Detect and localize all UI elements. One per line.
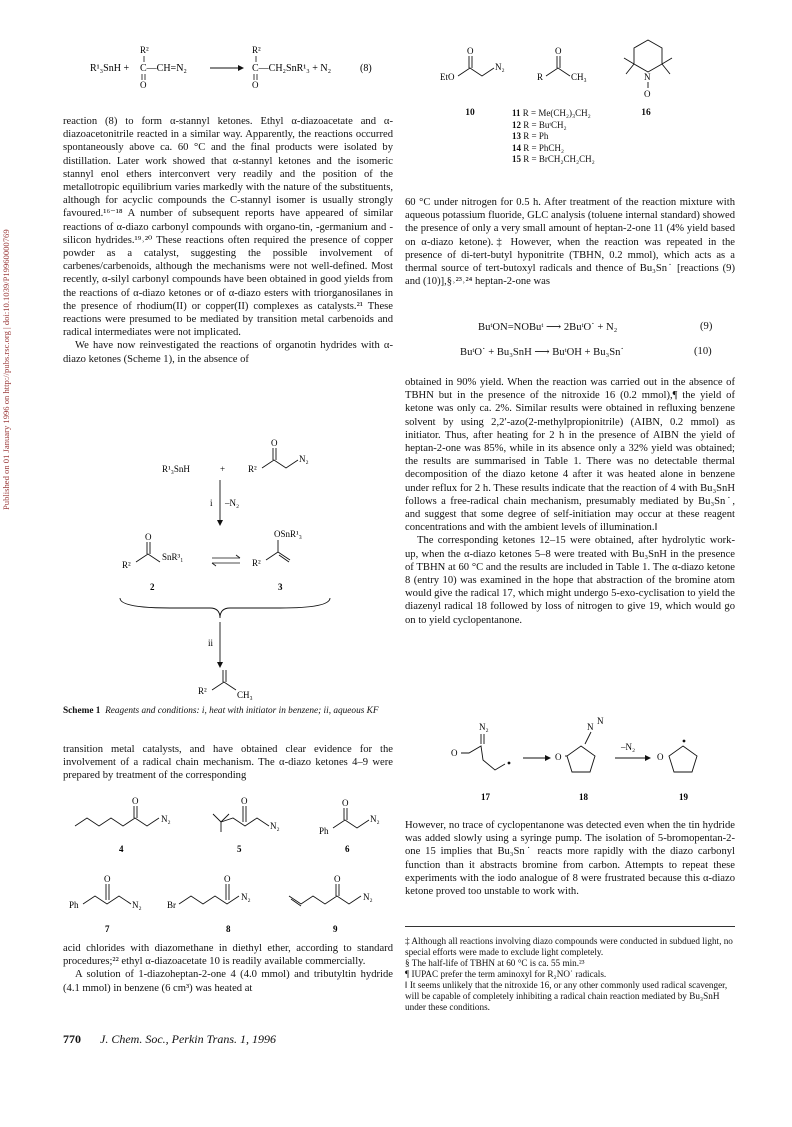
eq8-diazo: C—CH=N₂ [140,63,187,74]
k5-num: 5 [237,844,242,854]
scheme-step-ii: ii [208,638,214,648]
scheme-r1snh: R¹₃SnH [162,464,190,474]
k4-n2: N₂ [161,814,171,824]
scheme-r2-a: R² [248,464,257,474]
paragraph: We have now reinvestigated the reactions of organotin hydrides with α-diazo ketones (Scheme 1), in the absence of [63,340,393,365]
journal-citation: J. Chem. Soc., Perkin Trans. 1, 1996 [100,1032,276,1046]
paragraph: reaction (8) to form α-stannyl ketones. Ethyl α-diazoacetate and α-diazoacetonitrile reacted in a similar way. Apparently, the reactions occurred spontaneously above ca. 60 °C and the final products were isolated by distillation. Later work showed that α-stannyl ketones and the isomeric stannyl enol ethers interconvert very readily and the position of the metallotropic equilibrium varies markedly with the nature of the substituents, although for acyclic compounds the C-stannyl isomer is usually strongly favoured.¹⁶⁻¹⁸ A number of subsequent reports have appeared of similar reactions of α-diazo carbonyl compounds with organo-tin, -germanium and -silicon hydrides.¹⁹˒²⁰ These reactions often required the presence of copper powder as a catalyst, suggesting the possible involvement of carbenes/carbenoids, although the mechanisms were not well-defined. Most recently, α-silyl carbonyl compounds have been obtained in good yields from the reactions of α-diazo ketones or of α-diazo esters with triorganosilanes in the presence of rhodium(II) or copper(II) complexes as catalysts.²¹ These reactions were presumed to be mediated by transition metal carbenoids and radical intermediates were not implicated. [63,116,393,339]
left-column-mid [63,743,393,783]
scheme-num2: 2 [150,582,155,592]
r-group-text: R = BuᵗCH₂ [521,119,567,130]
k7-ph: Ph [69,900,79,910]
paragraph: obtained in 90% yield. When the reaction was carried out in the absence of TBHN but in the presence of the nitroxide 16 (0.2 mmol),¶ the yield of ketone was only ca. 2%. Similar results were obtained in refluxing benzene solvent by using 2,2′-azo(2-methylpropionitrile) (AIBN, 0.2 mmol) as initiator. Thus, after heating for 2 h in the presence of AIBN the yield of heptan-2-one was 85%, while in its absence only a 32% yield was obtained; the results are summarised in Table 1. There was no detectable thermal decomposition of the diazo ketone 4 after it was heated alone in benzene under reflux for 2 h. These results indicate that the reaction of 4 with Bu₃SnH follows a free-radical chain mechanism, presumably mediated by Bu₃Sn˙, and suggest that some degree of self-initiation may occur at these reagent concentrations and with the ambient levels of illumination.‖ [405,377,735,534]
right-column-bottom [405,819,735,898]
scheme-step-i: i [210,498,213,508]
k5-n2: N₂ [270,821,280,831]
footnotes [405,936,735,1013]
k9-num: 9 [333,924,338,934]
paragraph: acid chlorides with diazomethane in diethyl ether, according to standard procedures;²² ethyl α-diazoacetate 10 is readily available commercially. [63,943,393,968]
c18-n-b: N [597,716,604,726]
r-group-number: 12 [512,119,521,130]
k8-br: Br [167,900,176,910]
k7-o: O [104,874,111,884]
page-footer [63,1032,276,1047]
r-group-list [512,108,595,166]
eq8-r2-a: R² [140,45,149,55]
r-group-number: 14 [512,142,521,153]
equation-10: BuᵗO˙ + Bu₃SnH ⟶ BuᵗOH + Bu₃Sn˙ [460,347,624,358]
scheme-caption-label: Scheme 1 [63,706,101,716]
c17-num: 17 [481,792,490,802]
c18-n: N [587,722,594,732]
k4-o: O [132,796,139,806]
r-group-item [512,108,595,120]
r-group-number: 11 [512,108,521,118]
eq8-o-b: O [252,80,259,90]
scheme-ch3: CH₃ [237,690,253,700]
paragraph: transition metal catalysts, and have obtained clear evidence for the involvement of a radical chain mechanism. The α-diazo ketones 4–9 were prepared by treatment of the corresponding [63,744,393,782]
scheme-r2-b: R² [122,560,131,570]
scheme-r2-d: R² [198,686,207,696]
r-group-number: 15 [512,154,521,164]
scheme-n2: N₂ [299,454,309,464]
c18-o: O [555,752,562,762]
paragraph: The corresponding ketones 12–15 were obtained, after hydrolytic work-up, when the α-diazo ketones 5–8 were treated with Bu₃SnH in the presence of TBHN at 60 °C and the results are included in Table 1. The α-diazo ketone 8 (entry 10) was examined in the hope that abstraction of the bromine atom would give the radical 17, which might undergo 5-exo-cyclisation to yield the diazenyl radical 18 followed by loss of nitrogen to give 19, which would go on to yield cyclopentanone. [405,535,735,626]
footnote: § The half-life of TBHN at 60 °C is ca. 55 min.²³ [405,958,585,968]
c18-num: 18 [579,792,588,802]
k9-n2: N₂ [363,892,373,902]
k8-o: O [224,874,231,884]
page-number: 770 [63,1032,81,1046]
r-group-item [512,131,595,143]
cyclisation-scheme [405,716,735,812]
r-group-item [512,120,595,132]
eq8-left: R¹₃SnH + [90,63,130,74]
compound-number-10: 10 [465,108,475,118]
eq8-product: C—CH₂SnR¹₃ + N₂ [252,63,332,74]
scheme-osnr3: OSnR¹₃ [274,529,302,539]
published-line: Published on 01 January 1996 on http://pubs.rsc.org | doi:10.1039/P19960000769 [1,229,11,510]
left-column-top [63,115,393,366]
r-group-text: R = Ph [521,131,549,141]
n2-10: N₂ [495,62,505,72]
r-group-item [512,154,595,166]
scheme-o-b: O [145,532,152,542]
equation-8-scheme [60,40,400,90]
scheme-plus: + [220,464,226,474]
r-group-text: R = PhCH₂ [521,142,564,153]
c17-n2: N₂ [479,722,489,732]
footnote: ¶ IUPAC prefer the term aminoxyl for R₂NO˙ radicals. [405,969,607,979]
eto-label: EtO [440,72,455,82]
k7-num: 7 [105,924,110,934]
scheme-num3: 3 [278,582,283,592]
c17-o: O [451,748,458,758]
eq8-r2-b: R² [252,45,261,55]
k5-o: O [241,796,248,806]
k6-n2: N₂ [370,814,380,824]
left-column-bottom [63,942,393,995]
equation-10-number: (10) [694,346,712,357]
k4-num: 4 [119,844,124,854]
diazo-ketones-4-9 [63,796,393,940]
r-group-text: R = BrCH₂CH₂CH₂ [521,154,595,164]
o-11: O [555,46,562,56]
download-notice [0,229,12,510]
scheme-caption-text: Reagents and conditions: i, heat with initiator in benzene; ii, aqueous KF [105,706,379,716]
c19-num: 19 [679,792,688,802]
compound-number-16: 16 [641,108,651,118]
structures-10-16 [440,30,740,110]
footnote: ‡ Although all reactions involving diazo compounds were conducted in subdued light, no special efforts were made to exclude light completely. [405,936,733,957]
r-group-item [512,143,595,155]
scheme-o-a: O [271,438,278,448]
k6-o: O [342,798,349,808]
r-group-text: R = Me(CH₂)₃CH₂ [520,108,591,118]
k7-n2: N₂ [132,900,142,910]
k6-num: 6 [345,844,350,854]
k6-ph: Ph [319,826,329,836]
r-group-number: 13 [512,131,521,141]
r-label: R [537,72,544,82]
n-16: N [644,72,651,82]
scheme-minus-n2: –N₂ [225,498,240,508]
right-column-mid [405,376,735,627]
eq8-number: (8) [360,63,372,74]
footnote: ‖ It seems unlikely that the nitroxide 16, or any other commonly used radical scavenger, will be capable of completely inhibiting a radical chain reaction mediated by Bu₃SnH under these conditions. [405,980,728,1012]
footnote-rule [405,926,735,927]
scheme-1 [100,440,380,702]
right-column-top [405,196,735,288]
eq8-o-a: O [140,80,147,90]
paragraph: A solution of 1-diazoheptan-2-one 4 (4.0 mmol) and tributyltin hydride (4.1 mmol) in benzene (6 cm³) was heated at [63,969,393,994]
paragraph: However, no trace of cyclopentanone was detected even when the tin hydride was added slowly using a syringe pump. The isolation of 5-bromopentan-2-one 15 implies that Bu₃Sn˙ reacts more rapidly with the diazo carbonyl function than it abstracts bromine from carbon. Attempts to repeat these experiments with the iodo analogue of 8 were frustrated because this α-diazo ketone proved too unstable to work with. [405,820,735,898]
scheme-snr3: SnR³₁ [162,552,184,562]
equation-9-number: (9) [700,321,713,332]
scheme-caption [63,706,393,718]
k9-o: O [334,874,341,884]
o-10: O [467,46,474,56]
equation-9: BuᵗON=NOBuᵗ ⟶ 2BuᵗO˙ + N₂ [478,322,618,333]
paragraph: 60 °C under nitrogen for 0.5 h. After treatment of the reaction mixture with aqueous potassium fluoride, GLC analysis (toluene internal standard) showed the presence of only a very small amount of heptan-2-one 11 (4% yield based on α-diazo ketone).‡ However, when the reaction was repeated in the presence of di-tert-butyl hyponitrite (TBHN, 0.2 mmol), which acts as a thermal source of tert-butoxyl radicals and thence of Bu₃Sn˙ [reactions (9) and (10)],§˒²³˒²⁴ heptan-2-one was [405,197,735,288]
k8-n2: N₂ [241,892,251,902]
c19-o: O [657,752,664,762]
k8-num: 8 [226,924,231,934]
scheme-r2-c: R² [252,558,261,568]
c18-minus-n2: –N₂ [621,742,636,752]
o-16: O [644,89,651,99]
ch3-label: CH₃ [571,72,587,82]
